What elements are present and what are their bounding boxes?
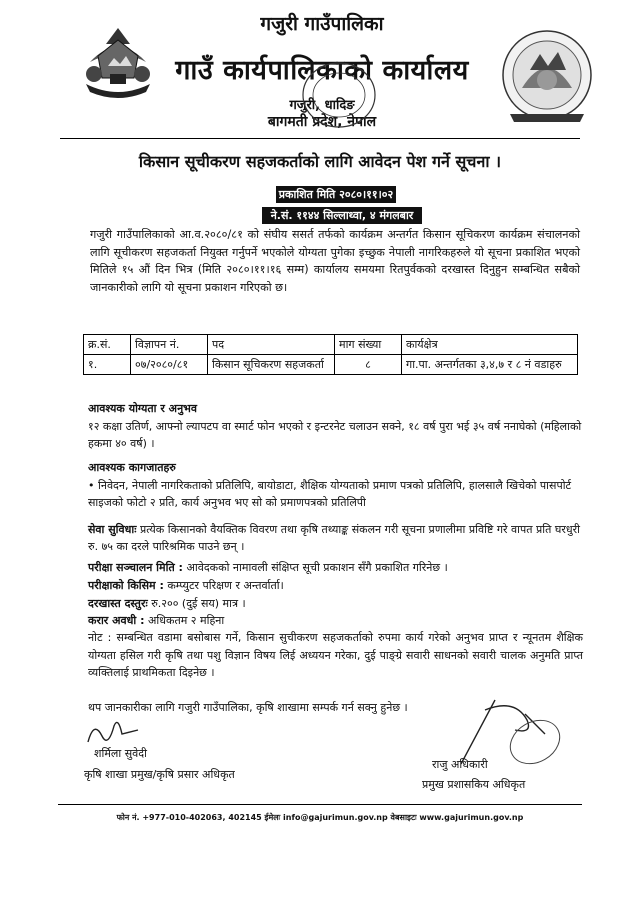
right-signatory-name: राजु अधिकारी (432, 758, 488, 771)
note-paragraph: नोट : सम्बन्धित वडामा बसोबास गर्ने, किसान सुचीकरण सहजकर्ताको रुपमा कार्य गरेको अनुभव प्राप्त र न्यूनतम शैक्षिक योग्यता हसिल गरी कृषि तथा पशु विज्ञान विषय लिई अध्ययन गरेका, दुई पाङ्ग्रे सवारी साधनको सवारी चालक अनुमति प्राप्त व्यक्तिलाई प्राथमिकता दिइनेछ । (88, 631, 583, 679)
exam-date-text: आवेदकको नामावली संक्षिप्त सूची प्रकाशन सँगै प्रकाशित गरिनेछ । (186, 561, 448, 574)
publication-date: प्रकाशित मिति २०८०।११।०२ (276, 186, 396, 203)
office-location: गजुरी, धादिङ (289, 98, 355, 113)
duration-text: अधिकतम २ महिना (148, 614, 225, 627)
vacancy-table (83, 334, 578, 375)
province-name: बागमती प्रदेश, नेपाल (267, 114, 377, 130)
footer-contact (58, 812, 582, 823)
service-label: सेवा सुविधाः (88, 523, 137, 536)
cell-ad-number: ०७/२०८०/८१ (131, 355, 208, 375)
left-signatory-title: कृषि शाखा प्रमुख/कृषि प्रसार अधिकृत (84, 768, 235, 781)
col-serial: क्र.सं. (84, 335, 131, 355)
col-position: पद (208, 335, 335, 355)
cell-work-area: गा.पा. अन्तर्गतका ३,४,७ र ८ नं वडाहरु (402, 355, 578, 375)
right-signatory-title: प्रमुख प्रशासकिय अधिकृत (422, 778, 526, 791)
documents-heading: आवश्यक कागजातहरु (88, 461, 176, 474)
col-work-area: कार्यक्षेत्र (402, 335, 578, 355)
qualification-heading: आवश्यक योग्यता र अनुभव (88, 402, 198, 415)
exam-date-label: परीक्षा सञ्चालन मिति : (88, 561, 183, 574)
exam-type-label: परीक्षाको किसिम : (88, 579, 164, 592)
fee-line (88, 596, 588, 611)
exam-type-text: कम्प्युटर परिक्षण र अन्तर्वार्ता। (167, 579, 284, 592)
service-text: प्रत्येक किसानको वैयक्तिक विवरण तथा कृषि तथ्याङ्क संकलन गरी सूचना प्रणालीमा प्रविष्टि गरे वापत प्रति घरधुरी रु. ७५ का दरले पारिश्रमिक पाउने छन् । (88, 523, 580, 553)
table-header-row (84, 335, 578, 355)
col-ad-number: विज्ञापन नं. (131, 335, 208, 355)
nepal-sambat-date: ने.सं. ११४४ सिल्लाथ्वा, ४ मंगलबार (262, 207, 422, 224)
notice-title: किसान सूचीकरण सहजकर्ताको लागि आवेदन पेश गर्ने सूचना । (138, 152, 502, 171)
col-demand: माग संख्या (335, 335, 402, 355)
contact-line: थप जानकारीका लागि गजुरी गाउँपालिका, कृषि शाखामा सम्पर्क गर्न सक्नु हुनेछ । (88, 701, 408, 714)
header-divider (60, 138, 580, 139)
municipality-name: गजुरी गाउँपालिका (260, 13, 384, 35)
exam-date-line (88, 560, 588, 575)
municipality-seal-icon (500, 28, 594, 126)
exam-type-line (88, 578, 588, 593)
qualification-text: १२ कक्षा उतिर्ण, आफ्नो ल्यापटप वा स्मार्ट फोन भएको र इन्टरनेट चलाउन सक्ने, १८ वर्ष पुरा भई ३५ वर्ष ननाघेको (महिलाको हकमा ४० वर्ष) । (88, 420, 582, 450)
duration-line (88, 613, 588, 628)
service-line (88, 521, 583, 555)
intro-paragraph: गजुरी गाउँपालिकाको आ.व.२०८०/८१ को संघीय ससर्त तर्फको कार्यक्रम अन्तर्गत किसान सूचिकरण कार्यक्रम संचालनको लागि सूचीकरण सहजकर्ता नियुक्त गर्नुपर्ने भएकोले योग्यता पुगेका इच्छुक नेपाली नागरिकहरुले यो सूचना प्रकाशित भएको मितिले १५ औं दिन भित्र (मिति २०८०।११।१६ सम्म) कार्यालय समयमा रितपुर्वकको दरखास्त दिनुहुन सम्बन्धित सबैको जानकारीको लागि यो सूचना प्रकाशन गरिएको छ। (90, 228, 580, 294)
fee-text: रु.२०० (दुई सय) मात्र । (151, 597, 246, 610)
office-stamp-icon (300, 60, 378, 130)
fee-label: दरखास्त दस्तुरः (88, 597, 148, 610)
footer-website: वेबसाइटः www.gajurimun.gov.np (390, 813, 524, 822)
cell-serial: १. (84, 355, 131, 375)
documents-text: • निवेदन, नेपाली नागरिकताको प्रतिलिपि, बायोडाटा, शैक्षिक योग्यताको प्रमाण पत्रको प्रतिलिपि, हालसालै खिचेको पासपोर्ट साइजको फोटो २ प्रति, कार्य अनुभव भए सो को प्रमाणपत्रको प्रतिलिपी (88, 479, 572, 509)
table-row (84, 355, 578, 375)
office-name: गाउँ कार्यपालिकाको कार्यालय (175, 55, 469, 86)
cell-demand: ८ (335, 355, 402, 375)
duration-label: करार अवधी : (88, 614, 145, 627)
cell-position: किसान सूचिकरण सहजकर्ता (208, 355, 335, 375)
footer-divider (58, 804, 582, 805)
footer-email: ईमेलः info@gajurimun.gov.np (264, 813, 388, 822)
footer-phone: फोन नं. +977-010-402063, 402145 (116, 813, 262, 822)
left-signatory-name: शर्मिला सुवेदी (94, 747, 147, 760)
